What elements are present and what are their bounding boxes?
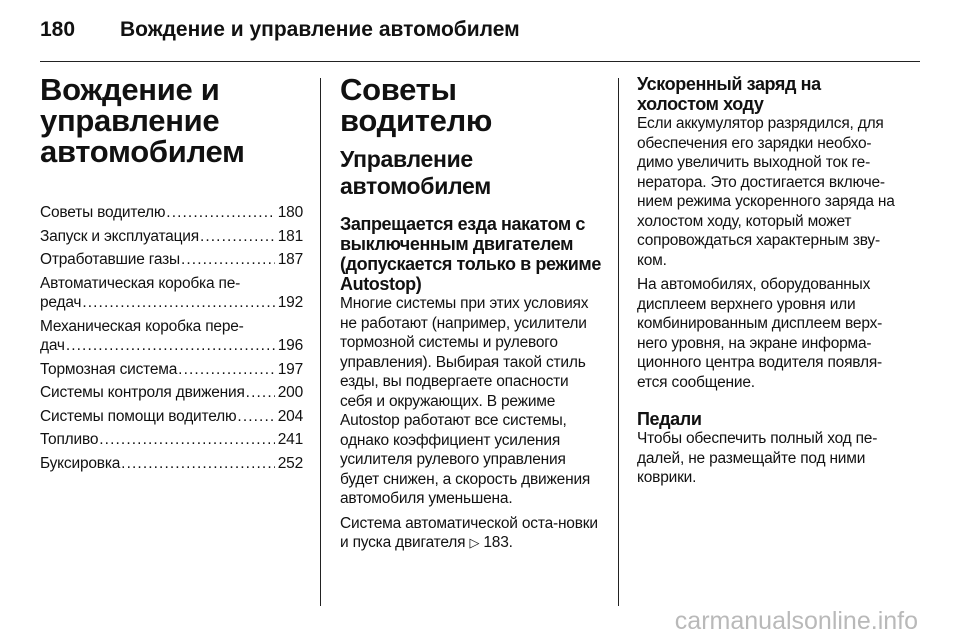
toc-leader-dots — [237, 407, 274, 427]
toc-leader-dots — [200, 227, 275, 247]
page-header — [40, 18, 520, 42]
toc-entry[interactable] — [40, 250, 303, 270]
toc-entry[interactable] — [40, 317, 303, 356]
toc-page-number: 187 — [277, 251, 303, 268]
toc-entry-label: Буксировка — [40, 454, 121, 472]
toc-entry-label: Системы помощи водителю — [40, 407, 237, 425]
topic-heading-autostop: Запрещается езда накатом с выключенным двигателем (допускается только в режиме Autostop) — [340, 214, 601, 294]
running-title: Вождение и управление автомобилем — [120, 18, 520, 41]
toc-entry-label: дач — [40, 337, 65, 354]
toc-page-number: 197 — [277, 360, 303, 378]
topic-heading-fast-idle: Ускоренный заряд на холостом ходу — [637, 74, 821, 114]
toc-entry[interactable] — [40, 407, 303, 427]
toc-entry-label: Тормозная система — [40, 360, 178, 378]
topic-heading-pedals: Педали — [637, 409, 702, 429]
toc-page-number: 252 — [277, 454, 303, 472]
toc-entry-label-line1: Механическая коробка пере- — [40, 317, 244, 335]
watermark-text: carmanualsonline.info — [674, 607, 918, 635]
header-rule — [40, 61, 920, 62]
toc-leader-dots — [178, 360, 275, 380]
chapter-title: Вождение и управление автомобилем — [40, 72, 245, 169]
toc-page-number: 180 — [277, 204, 303, 221]
toc-leader-dots — [121, 454, 275, 474]
toc-entry[interactable] — [40, 227, 303, 247]
toc-entry-label: редач — [40, 294, 82, 311]
toc-page-number: 241 — [277, 431, 303, 448]
toc-entry[interactable] — [40, 274, 303, 313]
toc-entry-label: Запуск и эксплуатация — [40, 227, 199, 245]
toc-page-number: 196 — [277, 337, 303, 354]
paragraph-fast-idle-display: На автомобилях, оборудованных дисплеем верхнего уровня или комбинированным дисплеем верх-него уровня, на экране информа-ционного центра водителя появля-ется сообщение. — [637, 276, 883, 391]
paragraph-fast-idle: Если аккумулятор разрядился, для обеспечения его зарядки необхо-димо увеличить выходной ток ге-нератора. Это достигается включе-нием режима ускоренного заряда на холостом ходу, который может сопровождаться характерным зву-ком. — [637, 115, 895, 269]
toc-entry-label: Отработавшие газы — [40, 251, 180, 268]
middle-column — [340, 74, 602, 558]
toc-entry[interactable] — [40, 383, 303, 403]
toc-leader-dots — [82, 293, 274, 313]
toc-entry[interactable] — [40, 430, 303, 450]
toc-page-number: 200 — [277, 384, 303, 401]
section-title: Советы водителю — [340, 72, 493, 138]
toc-leader-dots — [181, 250, 275, 270]
toc-entry[interactable] — [40, 360, 303, 380]
subsection-heading: Управление автомобилем — [340, 146, 491, 199]
paragraph-autostop: Многие системы при этих условиях не работают (например, усилители тормозной системы и рулевого управления). Выбирая такой стиль езды, вы подвергаете опасности себя и окружающих. В режиме Autostop работают все системы, однако коэффициент усиления усилителя рулевого управления будет снижен, а скорость движения автомобиля уменьшена. — [340, 295, 591, 507]
chapter-column — [40, 74, 303, 477]
toc-entry-label-line1: Автоматическая коробка пе- — [40, 274, 241, 292]
toc-leader-dots — [246, 383, 275, 403]
toc-leader-dots — [99, 430, 274, 450]
arrow-right-icon: ▷ — [469, 535, 480, 550]
page-number: 180 — [40, 18, 76, 41]
toc-entry[interactable] — [40, 203, 303, 223]
paragraph-pedals: Чтобы обеспечить полный ход пе-далей, не размещайте под ними коврики. — [637, 430, 878, 486]
toc-page-number: 181 — [277, 227, 303, 245]
column-divider-2 — [618, 78, 619, 606]
toc-entry-label: Советы водителю — [40, 204, 166, 221]
toc-leader-dots — [166, 203, 274, 223]
toc-entry-label: Системы контроля движения — [40, 384, 245, 401]
toc-entry[interactable] — [40, 454, 303, 474]
toc-page-number: 204 — [277, 407, 303, 425]
table-of-contents — [40, 203, 303, 473]
toc-entry-label: Топливо — [40, 431, 99, 448]
toc-page-number: 192 — [277, 294, 303, 311]
paragraph-autostop-ref: Система автоматической оста-новки и пуска двигателя ▷ 183. — [340, 514, 598, 551]
page-reference[interactable]: 183. — [483, 534, 513, 551]
toc-leader-dots — [66, 336, 275, 356]
right-column — [637, 74, 903, 493]
column-divider-1 — [320, 78, 321, 606]
